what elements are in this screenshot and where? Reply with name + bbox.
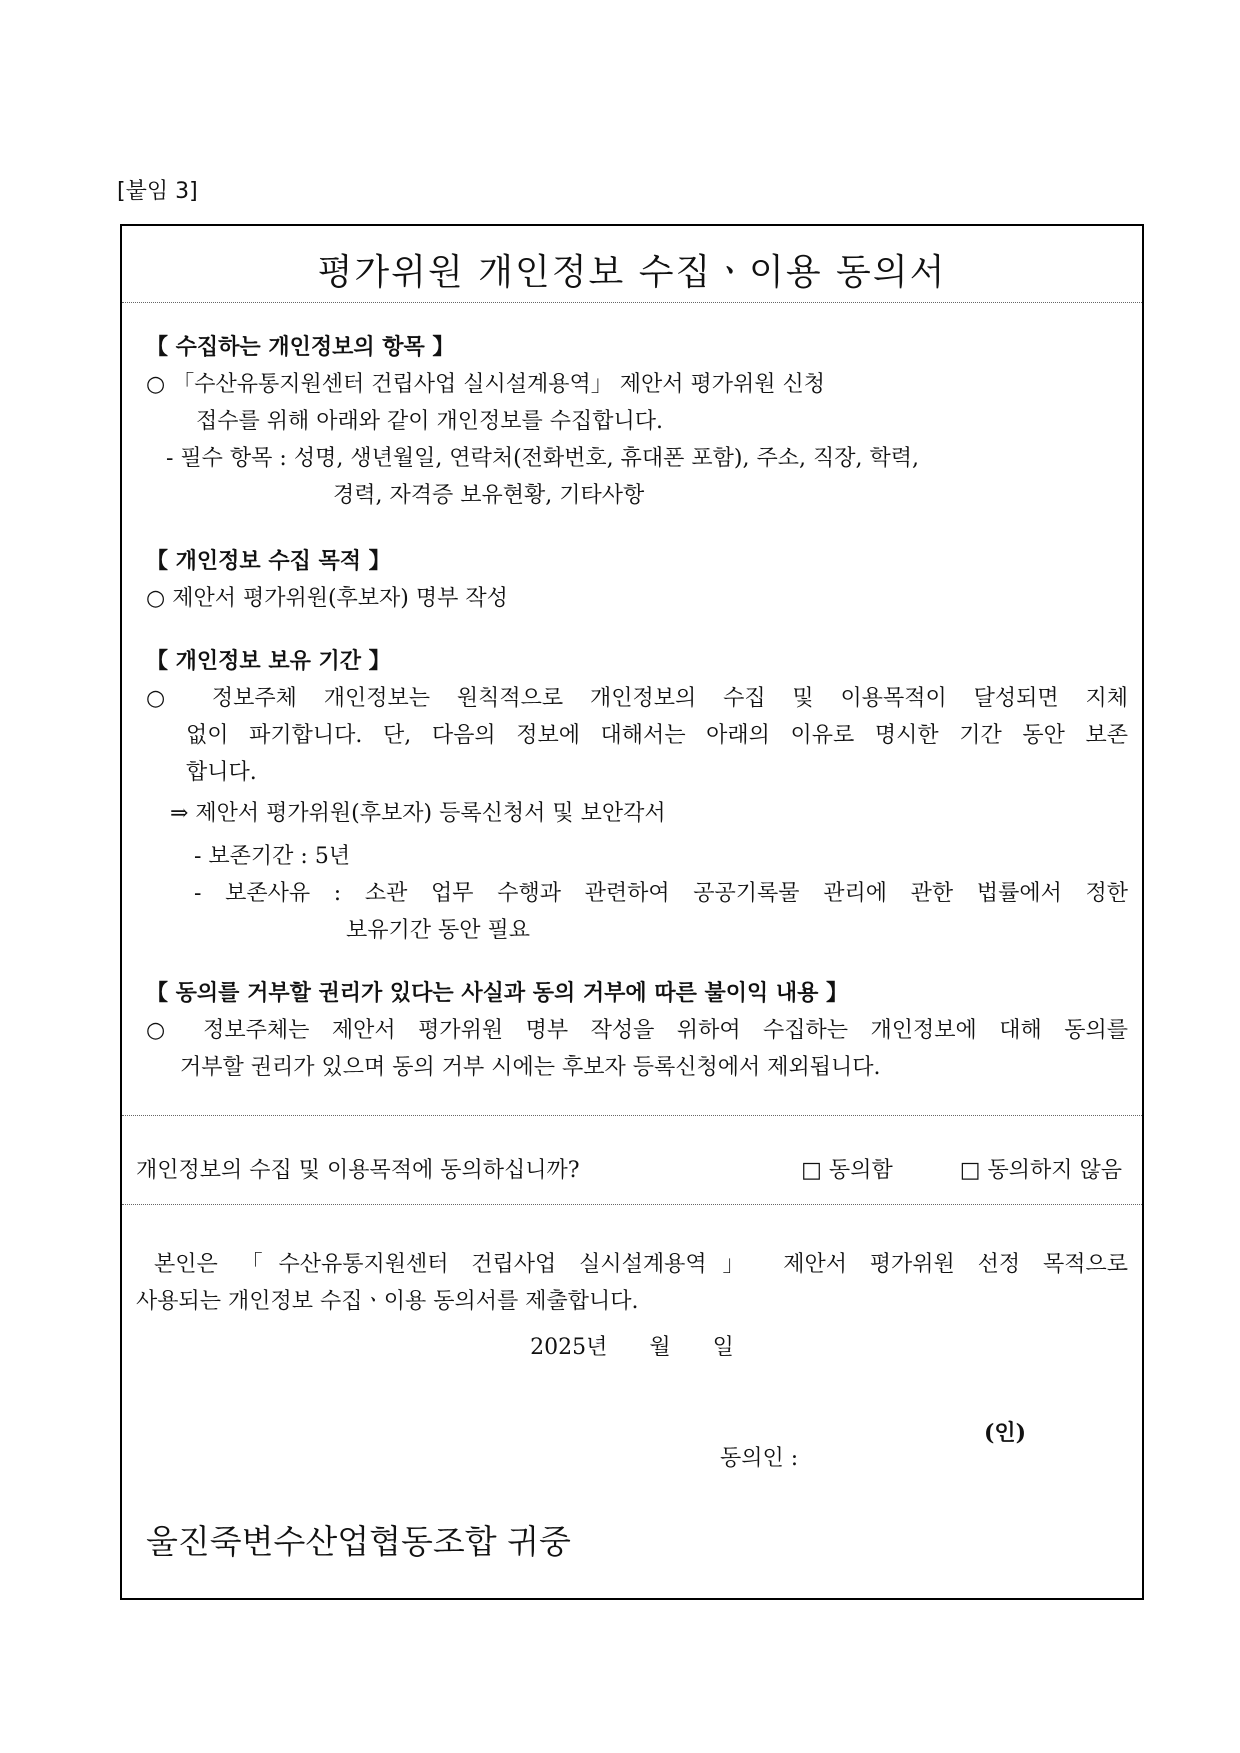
attachment-label: [붙임 3]: [117, 179, 198, 204]
text-line: - 보존기간 : 5년: [194, 844, 351, 869]
text-line: 사용되는 개인정보 수집ㆍ이용 동의서를 제출합니다.: [136, 1289, 639, 1314]
text-line: ○ 정보주체는 제안서 평가위원 명부 작성을 위하여 수집하는 개인정보에 대해 동의를: [146, 1018, 1128, 1043]
form-title: 평가위원 개인정보 수집ㆍ이용 동의서: [317, 252, 947, 293]
divider: [122, 302, 1142, 303]
divider: [122, 1204, 1142, 1205]
text-line: 경력, 자격증 보유현황, 기타사항: [333, 483, 645, 508]
agree-checkbox[interactable]: □ 동의함: [801, 1158, 893, 1183]
submission-statement: [136, 1246, 1128, 1320]
section-retention: [146, 644, 1128, 949]
recipient: 울진죽변수산업협동조합 귀중: [146, 1522, 571, 1561]
section-heading: 【 개인정보 수집 목적 】: [146, 549, 391, 574]
divider: [122, 1115, 1142, 1116]
section-refusal: [146, 976, 1128, 1086]
text-line: ○ 정보주체 개인정보는 원칙적으로 개인정보의 수집 및 이용목적이 달성되면 지체: [146, 686, 1128, 711]
section-heading: 【 수집하는 개인정보의 항목 】: [146, 335, 455, 360]
text-line: 합니다.: [186, 760, 257, 785]
text-line: - 필수 항목 : 성명, 생년월일, 연락처(전화번호, 휴대폰 포함), 주소, 직장, 학력,: [166, 446, 919, 471]
text-line: 접수를 위해 아래와 같이 개인정보를 수집합니다.: [196, 409, 664, 434]
consent-form: [120, 224, 1144, 1600]
section-collected-items: [146, 330, 1128, 514]
section-heading: 【 동의를 거부할 권리가 있다는 사실과 동의 거부에 따른 불이익 내용 】: [146, 981, 849, 1006]
date-line: 2025년 월 일: [530, 1335, 734, 1360]
text-line: ⇒ 제안서 평가위원(후보자) 등록신청서 및 보안각서: [170, 801, 666, 826]
consent-question-row: [136, 1148, 1122, 1194]
text-line: ○ 제안서 평가위원(후보자) 명부 작성: [146, 586, 508, 611]
text-line: 없이 파기합니다. 단, 다음의 정보에 대해서는 아래의 이유로 명시한 기간 동안 보존: [186, 723, 1128, 748]
signer-label: 동의인 :: [719, 1446, 799, 1471]
disagree-checkbox[interactable]: □ 동의하지 않음: [959, 1158, 1122, 1183]
consent-question: 개인정보의 수집 및 이용목적에 동의하십니까?: [136, 1158, 580, 1183]
section-heading: 【 개인정보 보유 기간 】: [146, 649, 391, 674]
text-line: 거부할 권리가 있으며 동의 거부 시에는 후보자 등록신청에서 제외됩니다.: [180, 1055, 881, 1080]
text-line: 본인은 「수산유통지원센터 건립사업 실시설계용역」 제안서 평가위원 선정 목적으로: [154, 1252, 1128, 1277]
text-line: - 보존사유 : 소관 업무 수행과 관련하여 공공기록물 관리에 관한 법률에서 정한: [194, 881, 1128, 906]
seal-label: (인): [984, 1420, 1027, 1446]
text-line: ○ 「수산유통지원센터 건립사업 실시설계용역」 제안서 평가위원 신청: [146, 372, 825, 397]
signature-line: [692, 1416, 1027, 1522]
text-line: 보유기간 동안 필요: [346, 918, 531, 943]
section-purpose: [146, 544, 1128, 617]
